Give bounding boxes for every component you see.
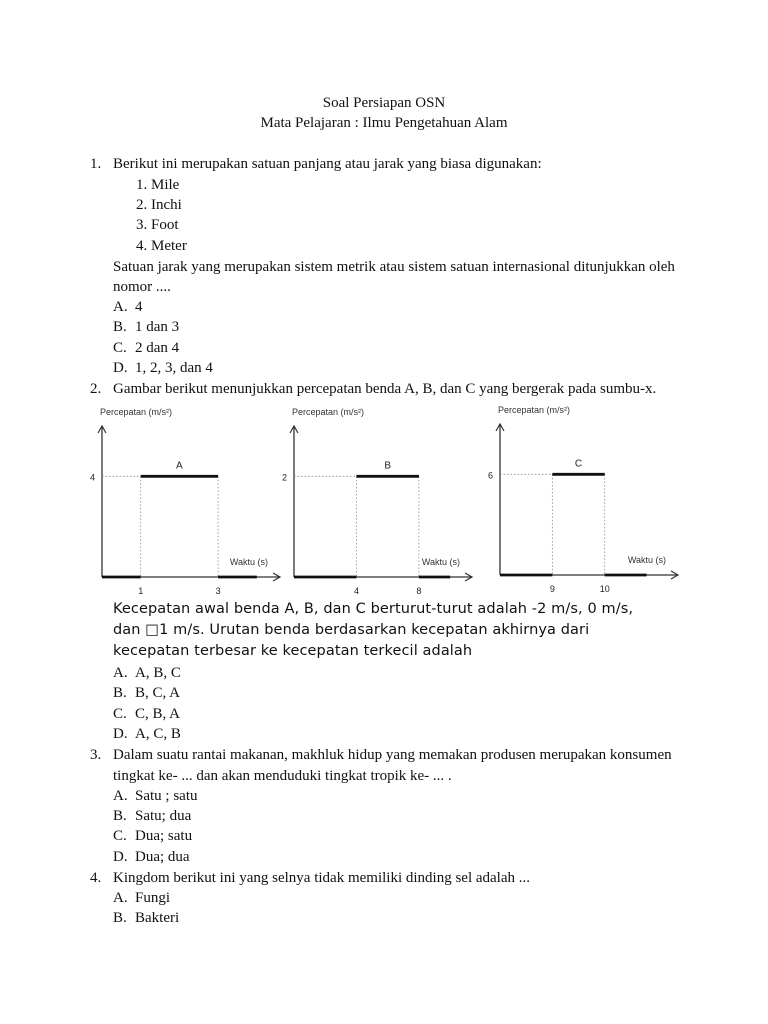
q1-list-item: 3. Foot xyxy=(136,217,179,233)
option-letter: A. xyxy=(113,665,128,681)
q2-stem-line: dan □1 m/s. Urutan benda berdasarkan kecepatan akhirnya dari xyxy=(113,622,590,638)
q1-option-b xyxy=(113,317,179,337)
question-3-text: tingkat ke- ... dan akan menduduki tingkat tropik ke- ... . xyxy=(113,768,452,784)
option-text: 2 dan 4 xyxy=(135,340,180,356)
question-4-text: Kingdom berikut ini yang selnya tidak memiliki dinding sel adalah ... xyxy=(113,870,531,886)
q4-option-b xyxy=(113,908,179,928)
q1-option-a xyxy=(113,297,143,317)
option-text: B, C, A xyxy=(135,685,181,701)
x-axis-label: Waktu (s) xyxy=(627,555,666,565)
q3-option-c xyxy=(113,826,192,846)
series-label: C xyxy=(574,458,583,470)
option-text: A, B, C xyxy=(135,665,181,681)
q1-list-item: 1. Mile xyxy=(136,177,180,193)
acceleration-chart-c xyxy=(488,398,688,598)
document-subtitle: Mata Pelajaran : Ilmu Pengetahuan Alam xyxy=(260,115,508,131)
option-letter: B. xyxy=(113,808,127,824)
x-tick-label: 4 xyxy=(353,586,359,596)
option-text: 1, 2, 3, dan 4 xyxy=(135,360,213,376)
series-label: A xyxy=(176,460,183,472)
x-tick-label: 3 xyxy=(215,586,221,596)
option-letter: B. xyxy=(113,319,127,335)
x-tick-label: 10 xyxy=(599,584,610,594)
q1-list-item: 4. Meter xyxy=(136,238,187,254)
q3-option-a xyxy=(113,786,198,806)
question-1-text: Berikut ini merupakan satuan panjang atau jarak yang biasa digunakan: xyxy=(113,156,542,172)
option-letter: A. xyxy=(113,788,128,804)
question-3-text: Dalam suatu rantai makanan, makhluk hidup yang memakan produsen merupakan konsumen xyxy=(113,747,672,763)
x-axis-label: Waktu (s) xyxy=(229,557,268,567)
q1-stem-line: nomor .... xyxy=(113,279,171,295)
option-text: Satu ; satu xyxy=(135,788,198,804)
y-axis-label: Percepatan (m/s²) xyxy=(100,407,173,417)
q2-option-d xyxy=(113,724,181,744)
y-tick-label: 2 xyxy=(281,472,287,483)
q4-option-a xyxy=(113,888,170,908)
y-axis-label: Percepatan (m/s²) xyxy=(498,405,571,415)
option-text: Bakteri xyxy=(135,910,180,926)
y-axis-label: Percepatan (m/s²) xyxy=(292,407,365,417)
y-tick-label: 4 xyxy=(89,472,95,483)
option-text: Dua; satu xyxy=(135,828,193,844)
question-1-number: 1. xyxy=(90,156,102,172)
document-title: Soal Persiapan OSN xyxy=(322,95,446,111)
option-text: C, B, A xyxy=(135,706,181,722)
x-tick-label: 8 xyxy=(416,586,422,596)
option-letter: D. xyxy=(113,360,128,376)
y-tick-label: 6 xyxy=(487,470,493,481)
q2-option-a xyxy=(113,663,181,683)
option-text: Dua; dua xyxy=(135,849,190,865)
option-letter: B. xyxy=(113,685,127,701)
option-text: 1 dan 3 xyxy=(135,319,180,335)
option-letter: B. xyxy=(113,910,127,926)
q3-option-b xyxy=(113,806,191,826)
option-text: Fungi xyxy=(135,890,171,906)
question-4-number: 4. xyxy=(90,870,102,886)
option-letter: A. xyxy=(113,299,128,315)
q1-option-d xyxy=(113,358,213,378)
option-letter: C. xyxy=(113,828,127,844)
q2-stem-line: kecepatan terbesar ke kecepatan terkecil adalah xyxy=(113,643,473,659)
option-text: 4 xyxy=(135,299,143,315)
q1-list-item: 2. Inchi xyxy=(136,197,182,213)
option-letter: D. xyxy=(113,726,128,742)
x-tick-label: 1 xyxy=(138,586,144,596)
option-text: A, C, B xyxy=(135,726,181,742)
option-text: Satu; dua xyxy=(135,808,192,824)
question-3-number: 3. xyxy=(90,747,102,763)
q3-option-d xyxy=(113,847,190,867)
acceleration-chart-b xyxy=(282,400,482,600)
acceleration-chart-a xyxy=(90,400,290,600)
option-letter: C. xyxy=(113,340,127,356)
series-label: B xyxy=(384,460,392,472)
q2-option-c xyxy=(113,704,180,724)
question-2-number: 2. xyxy=(90,381,102,397)
q2-option-b xyxy=(113,683,180,703)
option-letter: A. xyxy=(113,890,128,906)
q1-stem-line: Satuan jarak yang merupakan sistem metrik atau sistem satuan internasional ditunjukkan oleh xyxy=(113,259,675,275)
option-letter: C. xyxy=(113,706,127,722)
x-axis-label: Waktu (s) xyxy=(421,557,460,567)
x-tick-label: 9 xyxy=(549,584,555,594)
question-2-text: Gambar berikut menunjukkan percepatan benda A, B, dan C yang bergerak pada sumbu-x. xyxy=(113,381,657,397)
option-letter: D. xyxy=(113,849,128,865)
q1-option-c xyxy=(113,338,179,358)
q2-stem-line: Kecepatan awal benda A, B, dan C berturut-turut adalah -2 m/s, 0 m/s, xyxy=(113,601,634,617)
